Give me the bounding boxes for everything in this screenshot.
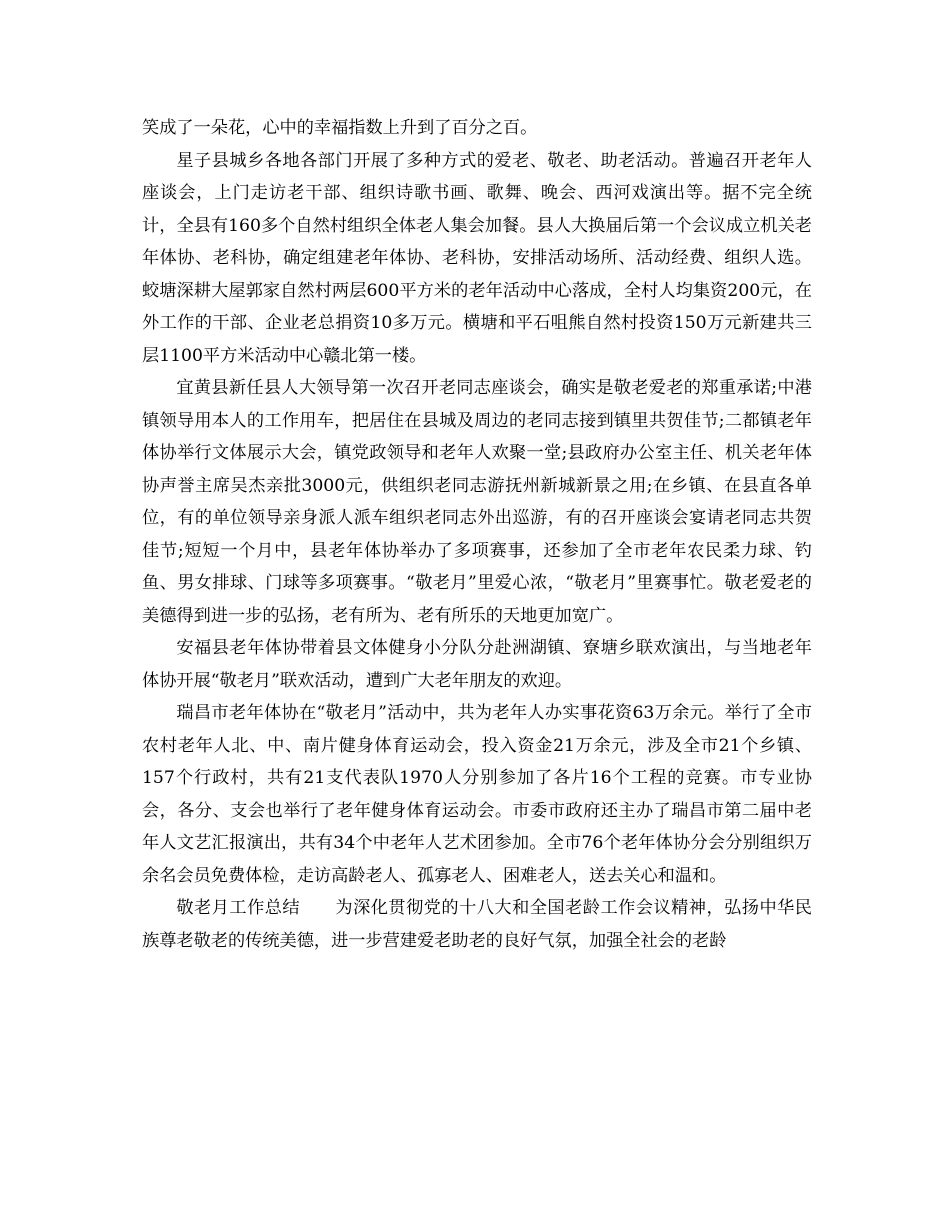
paragraph-ruichang-city: 瑞昌市老年体协在“敬老月”活动中，共为老年人办实事花资63万余元。举行了全市农村老年人北、中、南片健身体育运动会，投入资金21万余元，涉及全市21个乡镇、157个行政村，共有21支代表队1970人分别参加了各片16个工程的竞赛。市专业协会，各分、支会也举行了老年健身体育运动会。市委市政府还主办了瑞昌市第二届中老年人文艺汇报演出，共有34个中老年人艺术团参加。全市76个老年体协分会分别组织万余名会员免费体检，走访高龄老人、孤寡老人、困难老人，送去关心和温和。	[142, 703, 812, 886]
paragraph-yihuang-county: 宜黄县新任县人大领导第一次召开老同志座谈会，确实是敬老爱老的郑重承诺;中港镇领导用本人的工作用车，把居住在县城及周边的老同志接到镇里共贺佳节;二都镇老年体协举行文体展示大会，镇党政领导和老年人欢聚一堂;县政府办公室主任、机关老年体协声誉主席吴杰亲批3000元，供组织老同志游抚州新城新景之用;在乡镇、在县直各单位，有的单位领导亲身派人派车组织老同志外出巡游，有的召开座谈会宴请老同志共贺佳节;短短一个月中，县老年体协举办了多项赛事，还参加了全市老年农民柔力球、钓鱼、男女排球、门球等多项赛事。“敬老月”里爱心浓，“敬老月”里赛事忙。敬老爱老的美德得到进一步的弘扬，老有所为、老有所乐的天地更加宽广。	[142, 378, 812, 626]
document-body	[142, 112, 812, 957]
paragraph-continuation: 笑成了一朵花，心中的幸福指数上升到了百分之百。	[142, 118, 538, 138]
paragraph-xingzi-county: 星子县城乡各地各部门开展了多种方式的爱老、敬老、助老活动。普遍召开老年人座谈会，上门走访老干部、组织诗歌书画、歌舞、晚会、西河戏演出等。据不完全统计，全县有160多个自然村组织全体老人集会加餐。县人大换届后第一个会议成立机关老年体协、老科协，确定组建老年体协、老科协，安排活动场所、活动经费、组织人选。蛟塘深耕大屋郭家自然村两层600平方米的老年活动中心落成，全村人均集资200元，在外工作的干部、企业老总捐资10多万元。横塘和平石咀熊自然村投资150万元新建共三层1100平方米活动中心赣北第一楼。	[142, 150, 812, 366]
paragraph-anfu-county: 安福县老年体协带着县文体健身小分队分赴洲湖镇、寮塘乡联欢演出，与当地老年体协开展“敬老月”联欢活动，遭到广大老年朋友的欢迎。	[142, 638, 812, 691]
paragraph-work-summary: 敬老月工作总结 为深化贯彻党的十八大和全国老龄工作会议精神，弘扬中华民族尊老敬老的传统美德，进一步营建爱老助老的良好气氛，加强全社会的老龄	[142, 898, 812, 951]
